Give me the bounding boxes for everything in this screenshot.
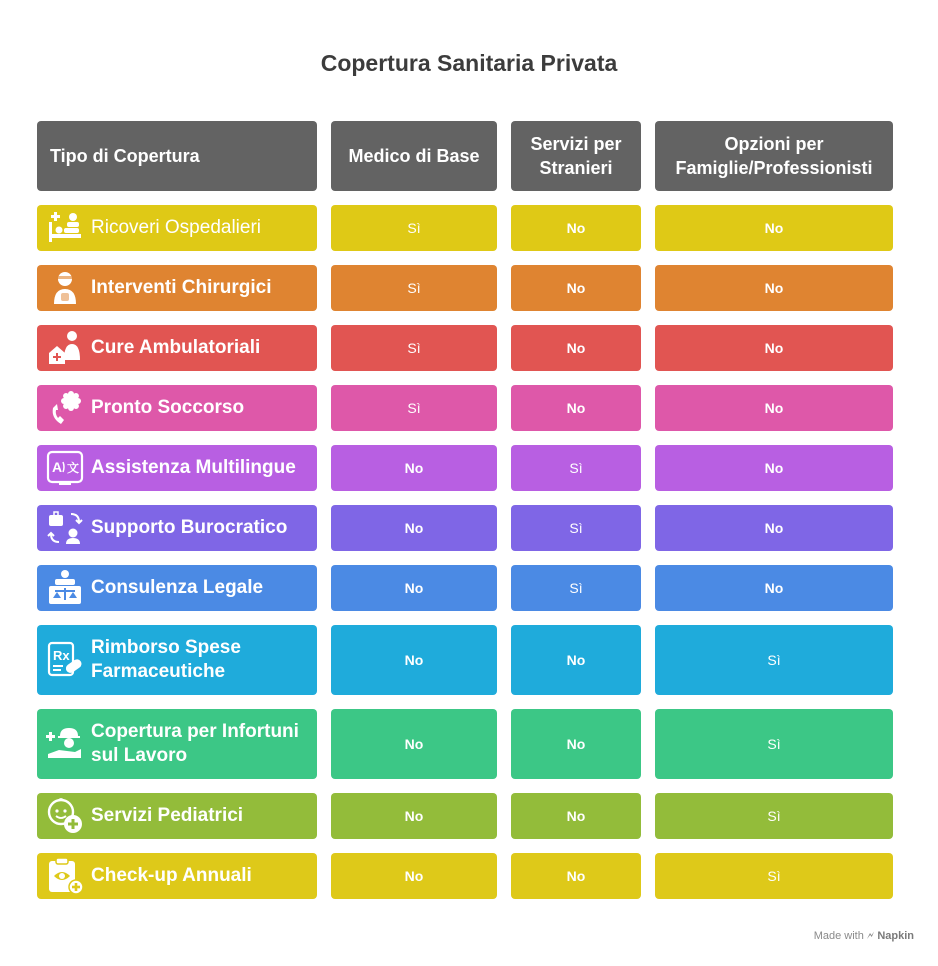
hospital-bed-icon	[45, 208, 85, 248]
cell-value: No	[404, 736, 424, 752]
header-label: Medico di Base	[348, 146, 480, 166]
svg-text:Rx: Rx	[53, 648, 70, 663]
cell-opzioni-famiglie	[655, 385, 893, 431]
cell-value: No	[764, 580, 784, 596]
cell-medico-di-base	[331, 709, 497, 779]
cell-value: No	[566, 808, 586, 824]
row-label: Consulenza Legale	[91, 577, 264, 598]
cell-value: No	[566, 868, 586, 884]
cell-opzioni-famiglie	[655, 505, 893, 551]
cell-value: No	[764, 340, 784, 356]
cell-value: No	[404, 460, 424, 476]
cell-value: Sì	[767, 808, 781, 824]
cell-value: No	[566, 652, 586, 668]
prescription-icon	[45, 640, 85, 680]
row-label-cell	[37, 565, 317, 611]
header-foreigner-services	[511, 121, 641, 191]
cell-value: Sì	[407, 280, 421, 296]
row-label: Ricoveri Ospedalieri	[91, 217, 262, 238]
row-label-cell	[37, 325, 317, 371]
header-label: Opzioni per Famiglie/Professionisti	[675, 134, 873, 178]
header-label: Servizi per Stranieri	[530, 134, 622, 178]
header-coverage-type	[37, 121, 317, 191]
napkin-logo-icon: 🗲	[866, 930, 875, 942]
cell-value: No	[566, 736, 586, 752]
made-with-text: Made with	[813, 930, 864, 942]
worker-injury-icon	[45, 724, 85, 764]
checkup-clipboard-icon	[45, 856, 85, 896]
row-label-cell	[37, 205, 317, 251]
header-family-professional-options	[655, 121, 893, 191]
baby-health-icon	[45, 796, 85, 836]
cell-servizi-stranieri	[511, 505, 641, 551]
row-label: Rimborso Spese Farmaceutiche	[91, 637, 241, 682]
row-label: Copertura per Infortuni sul Lavoro	[91, 721, 299, 766]
cell-medico-di-base	[331, 205, 497, 251]
cell-servizi-stranieri	[511, 265, 641, 311]
row-label-cell	[37, 265, 317, 311]
cell-value: Sì	[569, 520, 583, 536]
row-label-cell	[37, 793, 317, 839]
cell-opzioni-famiglie	[655, 565, 893, 611]
cell-medico-di-base	[331, 853, 497, 899]
cell-medico-di-base	[331, 325, 497, 371]
row-label-cell	[37, 853, 317, 899]
cell-value: Sì	[569, 460, 583, 476]
header-label: Tipo di Copertura	[50, 146, 200, 166]
cell-servizi-stranieri	[511, 445, 641, 491]
cell-value: Sì	[407, 340, 421, 356]
cell-value: Sì	[767, 652, 781, 668]
row-label: Cure Ambulatoriali	[91, 337, 261, 358]
cell-value: No	[404, 652, 424, 668]
cell-value: Sì	[407, 400, 421, 416]
cell-servizi-stranieri	[511, 325, 641, 371]
cell-value: Sì	[767, 736, 781, 752]
row-label-cell	[37, 445, 317, 491]
row-label: Servizi Pediatrici	[91, 805, 244, 826]
cell-servizi-stranieri	[511, 853, 641, 899]
cell-medico-di-base	[331, 565, 497, 611]
cell-value: No	[764, 460, 784, 476]
row-label: Check-up Annuali	[91, 865, 252, 886]
cell-value: No	[566, 400, 586, 416]
cell-value: No	[764, 520, 784, 536]
legal-scales-icon	[45, 568, 85, 608]
row-label-cell	[37, 505, 317, 551]
cell-value: No	[404, 520, 424, 536]
cell-opzioni-famiglie	[655, 265, 893, 311]
cell-servizi-stranieri	[511, 793, 641, 839]
cell-value: No	[764, 220, 784, 236]
cell-value: No	[404, 808, 424, 824]
row-label: Supporto Burocratico	[91, 517, 288, 538]
cell-value: No	[566, 340, 586, 356]
cell-value: No	[566, 280, 586, 296]
cell-opzioni-famiglie	[655, 625, 893, 695]
row-label: Assistenza Multilingue	[91, 457, 296, 478]
cell-opzioni-famiglie	[655, 325, 893, 371]
row-label-cell	[37, 709, 317, 779]
row-label: Pronto Soccorso	[91, 397, 245, 418]
brand-name: Napkin	[877, 930, 914, 942]
cell-medico-di-base	[331, 625, 497, 695]
cell-opzioni-famiglie	[655, 205, 893, 251]
cell-value: Sì	[569, 580, 583, 596]
cell-opzioni-famiglie	[655, 793, 893, 839]
cell-value: No	[764, 400, 784, 416]
cell-value: No	[404, 580, 424, 596]
header-general-practitioner	[331, 121, 497, 191]
footer-credit	[814, 930, 914, 943]
svg-text:文: 文	[67, 461, 80, 475]
page-title: Copertura Sanitaria Privata	[320, 50, 618, 76]
row-label: Interventi Chirurgici	[91, 277, 272, 298]
doctor-clinic-icon	[45, 328, 85, 368]
svg-text:A: A	[52, 459, 63, 475]
cell-servizi-stranieri	[511, 625, 641, 695]
emergency-call-icon	[45, 388, 85, 428]
cell-value: No	[566, 220, 586, 236]
cell-servizi-stranieri	[511, 385, 641, 431]
row-label-cell	[37, 625, 317, 695]
surgeon-icon	[45, 268, 85, 308]
cell-medico-di-base	[331, 505, 497, 551]
cell-opzioni-famiglie	[655, 853, 893, 899]
cell-servizi-stranieri	[511, 565, 641, 611]
cell-medico-di-base	[331, 265, 497, 311]
cell-servizi-stranieri	[511, 205, 641, 251]
cell-medico-di-base	[331, 385, 497, 431]
row-label-cell	[37, 385, 317, 431]
cell-opzioni-famiglie	[655, 709, 893, 779]
cell-servizi-stranieri	[511, 709, 641, 779]
cell-medico-di-base	[331, 445, 497, 491]
cell-value: No	[404, 868, 424, 884]
translate-icon	[45, 448, 85, 488]
admin-support-icon	[45, 508, 85, 548]
cell-value: Sì	[407, 220, 421, 236]
cell-opzioni-famiglie	[655, 445, 893, 491]
cell-value: Sì	[767, 868, 781, 884]
cell-value: No	[764, 280, 784, 296]
cell-medico-di-base	[331, 793, 497, 839]
